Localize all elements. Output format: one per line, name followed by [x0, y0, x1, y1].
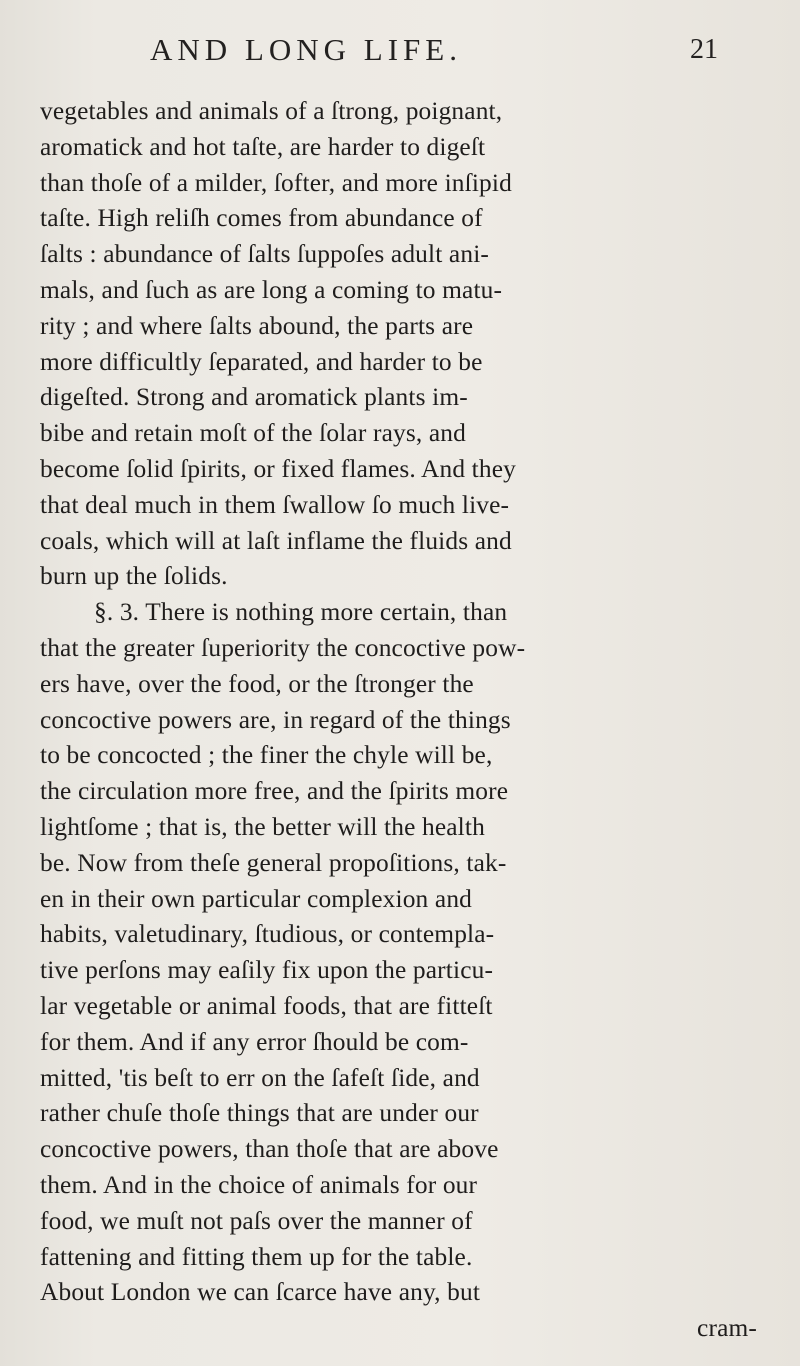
text-line: than thoſe of a milder, ſofter, and more inſipid [40, 168, 512, 197]
text-line: lightſome ; that is, the better will the health [40, 812, 485, 841]
text-line: bibe and retain moſt of the ſolar rays, and [40, 419, 466, 448]
text-line: habits, valetudinary, ſtudious, or contempla- [40, 920, 495, 949]
text-line: concoctive powers are, in regard of the things [40, 705, 511, 734]
text-line: ſalts : abundance of ſalts ſuppoſes adult ani- [40, 240, 490, 269]
text-line: the circulation more free, and the ſpirits more [40, 777, 509, 806]
text-line: mals, and ſuch as are long a coming to matu- [40, 275, 503, 304]
text-line: rather chuſe thoſe things that are under our [40, 1099, 479, 1128]
text-line: food, we muſt not paſs over the manner of [40, 1206, 473, 1235]
text-line: burn up the ſolids. [40, 562, 228, 591]
text-line: concoctive powers, than thoſe that are above [40, 1135, 499, 1164]
body-text [40, 94, 775, 1347]
text-line: be. Now from theſe general propoſitions, tak- [40, 848, 507, 877]
text-line: taſte. High reliſh comes from abundance of [40, 204, 483, 233]
running-head [0, 28, 800, 72]
section-mark: §. 3. [94, 598, 140, 627]
text-line: them. And in the choice of animals for our [40, 1170, 478, 1199]
text-line: digeſted. Strong and aromatick plants im- [40, 383, 468, 412]
text-line: that deal much in them ſwallow ſo much live- [40, 490, 510, 519]
text-line: aromatick and hot taſte, are harder to digeſt [40, 132, 486, 161]
text-line: ers have, over the food, or the ſtronger the [40, 669, 474, 698]
text-line: fattening and fitting them up for the table. [40, 1242, 473, 1271]
text-line: There is nothing more certain, than [145, 598, 508, 627]
text-line: become ſolid ſpirits, or fixed flames. And they [40, 454, 516, 483]
text-line: rity ; and where ſalts abound, the parts are [40, 311, 474, 340]
catchword: cram- [697, 1314, 757, 1343]
text-line: for them. And if any error ſhould be com- [40, 1027, 469, 1056]
text-line: that the greater ſuperiority the concoctive pow- [40, 633, 526, 662]
text-line: en in their own particular complexion and [40, 884, 473, 913]
text-line: lar vegetable or animal foods, that are fitteſt [40, 991, 493, 1020]
text-line: vegetables and animals of a ſtrong, poignant, [40, 97, 503, 125]
text-line: more difficultly ſeparated, and harder to be [40, 347, 483, 376]
text-line: mitted, 'tis beſt to err on the ſafeſt ſide, and [40, 1063, 480, 1092]
text-line: tive perſons may eaſily fix upon the particu- [40, 956, 494, 985]
text-line: to be concocted ; the finer the chyle will be, [40, 741, 493, 770]
section-first-line [40, 595, 775, 631]
text-line: About London we can ſcarce have any, but [40, 1278, 481, 1307]
text-line: coals, which will at laſt inflame the fluids and [40, 526, 512, 555]
page-number: 21 [690, 34, 718, 65]
running-title: AND LONG LIFE. [150, 32, 462, 67]
